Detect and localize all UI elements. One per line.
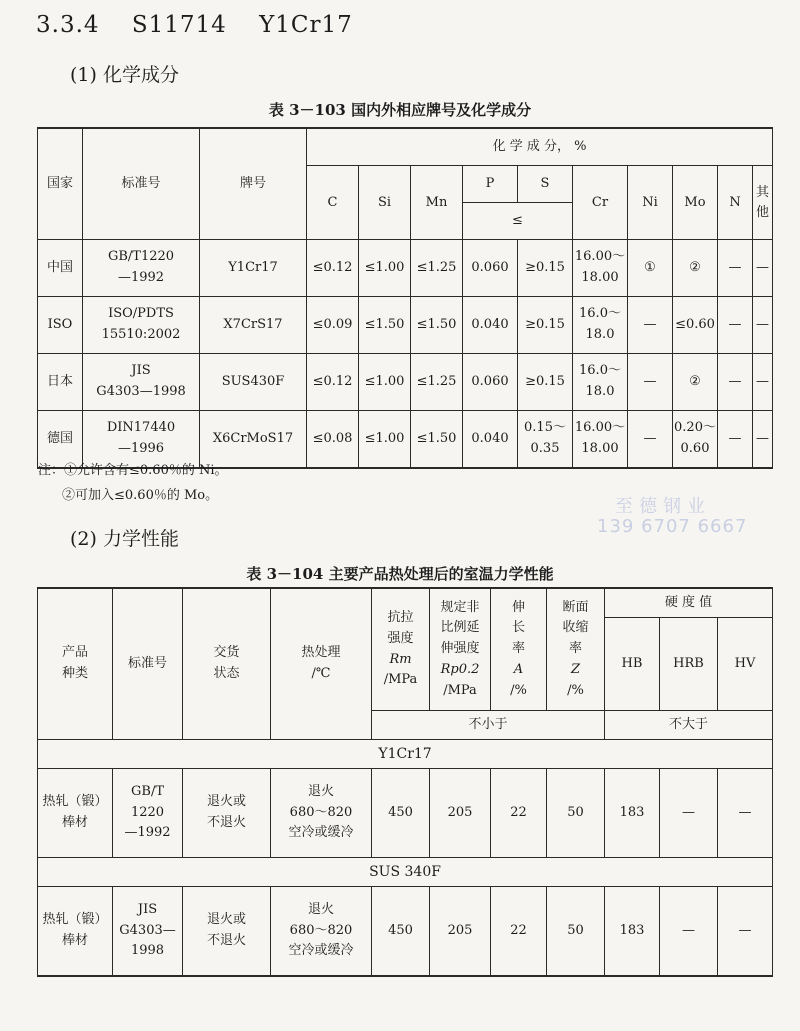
subheading-mechanical: (2) 力学性能 [70,528,179,550]
cell-p: 0.060 [463,240,518,297]
cell-standard: JIS G4303—1998 [83,354,200,411]
header-other: 其他 [753,166,773,240]
header-standard: 标准号 [83,128,200,240]
cell-cr: 16.00～ 18.00 [573,240,628,297]
cell-s: ≥0.15 [518,297,573,354]
cell-n: — [718,354,753,411]
cell-product: 热轧（锻） 棒材 [38,769,113,858]
cell-yield: 205 [430,769,491,858]
header-reduction: 断面 收缩 率 Z /% [547,588,605,711]
cell-mn: ≤1.25 [411,240,463,297]
header-le: ≤ [463,203,573,240]
subheading-chemical: (1) 化学成分 [70,64,179,86]
cell-other: — [753,354,773,411]
cell-p: 0.040 [463,297,518,354]
header-country: 国家 [38,128,83,240]
header-hb: HB [605,618,660,711]
cell-mn: ≤1.50 [411,297,463,354]
cell-hb: 183 [605,887,660,977]
section-code: S11714 [131,12,227,38]
cell-s: 0.15～ 0.35 [518,411,573,469]
cell-country: 德国 [38,411,83,469]
section-grade: Y1Cr17 [259,12,353,38]
cell-country: ISO [38,297,83,354]
cell-product: 热轧（锻） 棒材 [38,887,113,977]
cell-c: ≤0.09 [307,297,359,354]
header-tensile: 抗拉 强度 Rm /MPa [372,588,430,711]
group-grade: Y1Cr17 [38,740,773,769]
cell-hv: — [718,769,773,858]
cell-standard: GB/T1220 —1992 [83,240,200,297]
cell-si: ≤1.50 [359,297,411,354]
header-not-more: 不大于 [605,711,773,740]
cell-other: — [753,240,773,297]
cell-delivery: 退火或 不退火 [183,769,271,858]
header-heat: 热处理 /℃ [271,588,372,740]
header-delivery: 交货 状态 [183,588,271,740]
cell-heat: 退火 680～820 空冷或缓冷 [271,769,372,858]
cell-p: 0.060 [463,354,518,411]
cell-standard: JIS G4303—1998 [113,887,183,977]
cell-reduction: 50 [547,887,605,977]
cell-mn: ≤1.50 [411,411,463,469]
table-row [38,769,773,858]
cell-standard: ISO/PDTS 15510:2002 [83,297,200,354]
cell-ni: ① [628,240,673,297]
header-n: N [718,166,753,240]
cell-tensile: 450 [372,887,430,977]
cell-grade: X6CrMoS17 [200,411,307,469]
note-1: 注：①允许含有≤0.60％的 Ni。 [38,463,228,478]
cell-standard: DIN17440 —1996 [83,411,200,469]
cell-s: ≥0.15 [518,240,573,297]
cell-c: ≤0.08 [307,411,359,469]
cell-n: — [718,411,753,469]
cell-country: 中国 [38,240,83,297]
cell-country: 日本 [38,354,83,411]
header-mo: Mo [673,166,718,240]
cell-grade: X7CrS17 [200,297,307,354]
mechanical-properties-table [37,587,773,977]
section-heading [36,12,353,38]
cell-mo: ≤0.60 [673,297,718,354]
header-composition: 化 学 成 分， % [307,128,773,166]
table-row [38,354,773,411]
cell-other: — [753,297,773,354]
cell-hb: 183 [605,769,660,858]
cell-mo: 0.20～ 0.60 [673,411,718,469]
cell-mn: ≤1.25 [411,354,463,411]
cell-yield: 205 [430,887,491,977]
cell-mo: ② [673,240,718,297]
watermark-phone: 139 6707 6667 [597,516,748,537]
header-p: P [463,166,518,203]
cell-si: ≤1.00 [359,411,411,469]
cell-cr: 16.00～ 18.00 [573,411,628,469]
header-standard: 标准号 [113,588,183,740]
cell-other: — [753,411,773,469]
cell-elongation: 22 [491,769,547,858]
header-s: S [518,166,573,203]
header-grade: 牌号 [200,128,307,240]
cell-si: ≤1.00 [359,240,411,297]
cell-mo: ② [673,354,718,411]
note-2: ②可加入≤0.60％的 Mo。 [62,488,219,503]
group-grade: SUS 340F [38,858,773,887]
chemical-composition-table [37,127,773,469]
header-not-less: 不小于 [372,711,605,740]
table1-caption: 表 3－103 国内外相应牌号及化学成分 [268,101,532,119]
cell-si: ≤1.00 [359,354,411,411]
cell-reduction: 50 [547,769,605,858]
header-hv: HV [718,618,773,711]
header-ni: Ni [628,166,673,240]
cell-p: 0.040 [463,411,518,469]
cell-grade: SUS430F [200,354,307,411]
cell-n: — [718,297,753,354]
cell-tensile: 450 [372,769,430,858]
table-row [38,240,773,297]
cell-s: ≥0.15 [518,354,573,411]
cell-standard: GB/T 1220 —1992 [113,769,183,858]
cell-cr: 16.0～ 18.0 [573,297,628,354]
cell-n: — [718,240,753,297]
watermark-name: 至德钢业 [615,496,711,517]
header-si: Si [359,166,411,240]
header-elongation: 伸 长 率 A /% [491,588,547,711]
cell-delivery: 退火或 不退火 [183,887,271,977]
cell-hrb: — [660,887,718,977]
cell-ni: — [628,297,673,354]
header-cr: Cr [573,166,628,240]
header-mn: Mn [411,166,463,240]
cell-c: ≤0.12 [307,354,359,411]
cell-hrb: — [660,769,718,858]
header-hrb: HRB [660,618,718,711]
header-hardness: 硬 度 值 [605,588,773,618]
cell-heat: 退火 680～820 空冷或缓冷 [271,887,372,977]
table-row [38,297,773,354]
header-yield: 规定非 比例延 伸强度 Rp0.2 /MPa [430,588,491,711]
cell-grade: Y1Cr17 [200,240,307,297]
cell-c: ≤0.12 [307,240,359,297]
cell-hv: — [718,887,773,977]
cell-ni: — [628,354,673,411]
cell-elongation: 22 [491,887,547,977]
header-c: C [307,166,359,240]
cell-cr: 16.0～ 18.0 [573,354,628,411]
table-row [38,887,773,977]
section-number: 3.3.4 [36,12,100,38]
cell-ni: — [628,411,673,469]
table2-caption: 表 3－104 主要产品热处理后的室温力学性能 [246,565,554,583]
header-product: 产品 种类 [38,588,113,740]
